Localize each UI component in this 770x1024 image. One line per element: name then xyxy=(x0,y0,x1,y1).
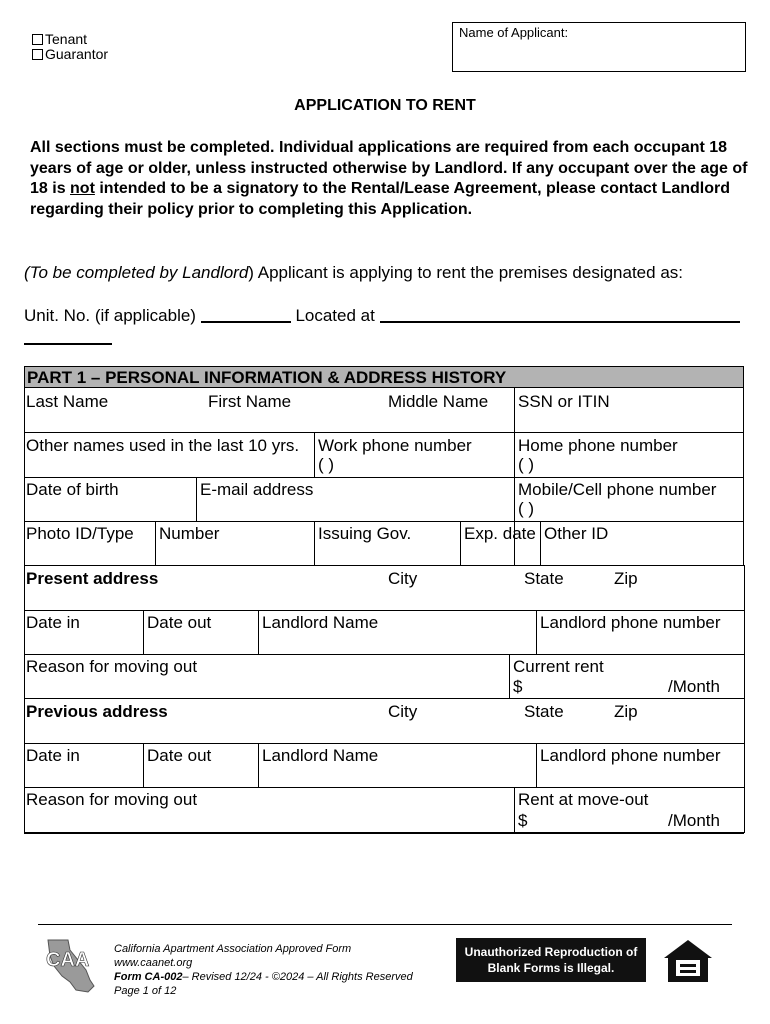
equal-housing-icon xyxy=(662,938,714,984)
svg-text:CAA: CAA xyxy=(46,949,90,971)
premises-line: Unit. No. (if applicable) Located at xyxy=(24,306,740,326)
checkbox-icon xyxy=(32,34,43,45)
tenant-checkbox[interactable]: Tenant xyxy=(32,31,87,47)
location-field[interactable] xyxy=(380,307,740,323)
guarantor-checkbox[interactable]: Guarantor xyxy=(32,46,108,62)
middle-name-field[interactable]: Middle Name xyxy=(388,392,489,411)
previous-landlord-phone-field[interactable]: Landlord phone number xyxy=(540,746,721,765)
present-zip-field[interactable]: Zip xyxy=(614,569,638,588)
footer-text: California Apartment Association Approved Form www.caanet.org Form CA-002– Revised 12/24 - ©2024 – All Rights Reserved Page 1 of 12 xyxy=(114,943,413,997)
part1-header: PART 1 – PERSONAL INFORMATION & ADDRESS HISTORY xyxy=(24,366,744,388)
footer-divider xyxy=(38,924,732,925)
previous-reason-field[interactable]: Reason for moving out xyxy=(26,790,198,809)
present-landlord-phone-field[interactable]: Landlord phone number xyxy=(540,613,721,632)
instructions: All sections must be completed. Individual applications are required from each occupant 18 years of age or older, unless instructed otherwise by Landlord. If any occupant over the age of 18 is not intended to be a signatory to the Rental/Lease Agreement, please contact Landlord regarding their policy prior to completing this Application. xyxy=(30,139,748,218)
checkbox-icon xyxy=(32,49,43,60)
rent-moveout-field[interactable]: Rent at move-out xyxy=(518,790,649,809)
home-phone-field[interactable]: Home phone number xyxy=(518,436,678,455)
unit-field[interactable] xyxy=(201,307,291,323)
reproduction-notice: Unauthorized Reproduction of Blank Forms is Illegal. xyxy=(456,938,646,982)
previous-city-field[interactable]: City xyxy=(388,702,418,721)
previous-zip-field[interactable]: Zip xyxy=(614,702,638,721)
applicant-name-field[interactable]: Name of Applicant: xyxy=(452,22,746,72)
email-field[interactable]: E-mail address xyxy=(200,480,314,499)
present-city-field[interactable]: City xyxy=(388,569,418,588)
present-state-field[interactable]: State xyxy=(524,569,564,588)
present-address-field[interactable]: Present address xyxy=(26,569,159,588)
issuing-gov-field[interactable]: Issuing Gov. xyxy=(318,524,412,543)
dob-field[interactable]: Date of birth xyxy=(26,480,119,499)
landlord-note: (To be completed by Landlord) Applicant is applying to rent the premises designated as: xyxy=(24,263,683,282)
previous-date-in-field[interactable]: Date in xyxy=(26,746,80,765)
work-phone-field[interactable]: Work phone number xyxy=(318,436,472,455)
exp-date-field[interactable]: Exp. date xyxy=(464,524,536,543)
id-number-field[interactable]: Number xyxy=(159,524,220,543)
first-name-field[interactable]: First Name xyxy=(208,392,292,411)
previous-landlord-name-field[interactable]: Landlord Name xyxy=(262,746,379,765)
photo-id-field[interactable]: Photo ID/Type xyxy=(26,524,134,543)
present-landlord-name-field[interactable]: Landlord Name xyxy=(262,613,379,632)
location-field-continued[interactable] xyxy=(24,343,112,345)
present-date-out-field[interactable]: Date out xyxy=(147,613,212,632)
caa-logo xyxy=(40,936,100,996)
ssn-field[interactable]: SSN or ITIN xyxy=(518,392,610,411)
other-names-field[interactable]: Other names used in the last 10 yrs. xyxy=(26,436,300,455)
other-id-field[interactable]: Other ID xyxy=(544,524,609,543)
current-rent-field[interactable]: Current rent xyxy=(513,657,604,676)
present-reason-field[interactable]: Reason for moving out xyxy=(26,657,198,676)
present-date-in-field[interactable]: Date in xyxy=(26,613,80,632)
mobile-phone-field[interactable]: Mobile/Cell phone number xyxy=(518,480,717,499)
last-name-field[interactable]: Last Name xyxy=(26,392,109,411)
previous-date-out-field[interactable]: Date out xyxy=(147,746,212,765)
previous-state-field[interactable]: State xyxy=(524,702,564,721)
previous-address-field[interactable]: Previous address xyxy=(26,702,168,721)
form-title: APPLICATION TO RENT xyxy=(294,97,476,114)
